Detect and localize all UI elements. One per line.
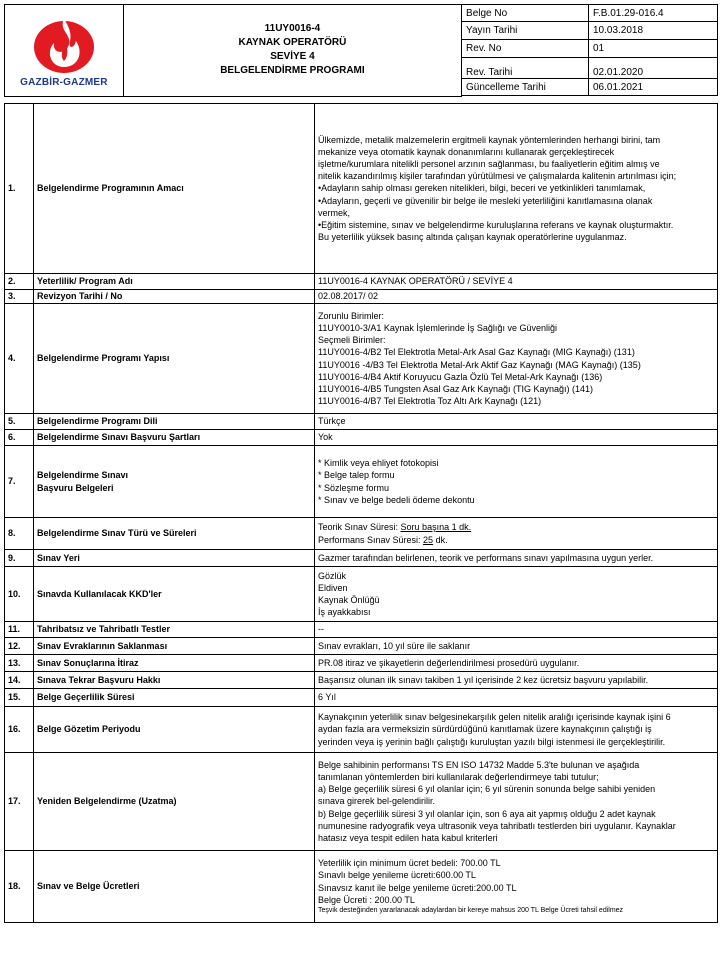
value-line: •Adayların, geçerli ve güvenilir bir belge ile mesleki yeterliliğini kanıtlamasına olanak (318, 195, 653, 206)
row-value (315, 638, 718, 655)
row-number: 12. (5, 638, 34, 655)
value-line: Sınavsız kanıt ile belge yenileme ücreti:200.00 TL (318, 882, 517, 893)
row-label: Sınav Sonuçlarına İtiraz (34, 655, 315, 672)
program-table (4, 103, 718, 923)
meta-value-yayin-tarihi: 10.03.2018 (588, 22, 717, 40)
table-row (5, 414, 718, 430)
value-line: işletme/kurumlara nitelikli personel arzının sağlanması, bu faaliyetlerin eğitim almış ve (318, 158, 660, 169)
row-number: 15. (5, 689, 34, 707)
value-line: Yeterlilik için minimum ücret bedeli: 700.00 TL (318, 858, 501, 869)
row-label (34, 446, 315, 518)
value-line: 11UY0016-4/B2 Tel Elektrotla Metal-Ark Asal Gaz Kaynağı (MIG Kaynağı) (131) (318, 347, 635, 358)
value-line: 6 Yıl (318, 692, 336, 703)
row-label: Belge Geçerlilik Süresi (34, 689, 315, 707)
value-line: Sınavlı belge yenileme ücreti:600.00 TL (318, 870, 476, 881)
label-line: Başvuru Belgeleri (37, 482, 114, 493)
row-label: Yeniden Belgelendirme (Uzatma) (34, 753, 315, 851)
row-label: Belgelendirme Sınav Türü ve Süreleri (34, 518, 315, 550)
value-line: Sınav evrakları, 10 yıl süre ile saklanır (318, 640, 471, 651)
meta-value-rev-tarihi: 02.01.2020 (588, 58, 717, 79)
value-line: vermek, (318, 207, 351, 218)
row-value (315, 707, 718, 753)
value-line: Gözlük (318, 570, 347, 581)
meta-label-rev-no: Rev. No (462, 40, 589, 58)
flame-logo-icon (28, 13, 100, 75)
value-line: Ülkemizde, metalik malzemelerin ergitmeli kaynak yöntemlerinden herhangi birini, tam (318, 134, 661, 145)
value-line: Kaynak Önlüğü (318, 595, 380, 605)
table-row (5, 707, 718, 753)
title-level: SEVİYE 4 (270, 51, 315, 63)
row-label: Sınav Yeri (34, 550, 315, 567)
value-line: Belge sahibinin performansı TS EN ISO 14732 Madde 5.3'te bulunan ve aşağıda (318, 759, 640, 770)
row-value (315, 689, 718, 707)
row-value (315, 851, 718, 923)
row-value (315, 622, 718, 638)
row-number: 9. (5, 550, 34, 567)
value-line: sınava girerek bel-gelendirilir. (318, 796, 436, 807)
value-line: nitelik kazandırılmış kişiler tarafından yürütülmesi ve çalışmalarda kalitenin artırılması için; (318, 171, 677, 182)
row-label: Belgelendirme Programı Yapısı (34, 304, 315, 414)
gazbir-logo (5, 13, 123, 88)
row-label: Sınav Evraklarının Saklanması (34, 638, 315, 655)
value-line: Bu yeterlilik yüksek basınç altında çalışan kaynak operatörlerine uygulanmaz. (318, 232, 627, 243)
row-number: 5. (5, 414, 34, 430)
row-value (315, 446, 718, 518)
table-row (5, 274, 718, 290)
meta-label-yayin-tarihi: Yayın Tarihi (462, 22, 589, 40)
row-label: Revizyon Tarihi / No (34, 290, 315, 304)
performance-exam-label: Performans Sınav Süresi: (318, 534, 424, 545)
value-line: Gazmer tarafından belirlenen, teorik ve performans sınavı yapılmasına uygun yerler. (318, 552, 654, 563)
row-value (315, 753, 718, 851)
table-row (5, 672, 718, 689)
meta-label-belge-no: Belge No (462, 5, 589, 22)
table-row (5, 518, 718, 550)
value-line: Yok (318, 432, 333, 443)
value-line: •Eğitim sistemine, sınav ve belgelendirme kuruluşlarına referans ve kaynak oluşturmaktır. (318, 220, 674, 230)
row-value (315, 672, 718, 689)
value-line: * Sözleşme formu (318, 482, 390, 493)
row-value (315, 290, 718, 304)
table-row (5, 430, 718, 446)
row-value (315, 304, 718, 414)
value-line: 11UY0016 -4/B3 Tel Elektrotla Metal-Ark Aktif Gaz Kaynağı (MAG Kaynağı) (135) (318, 359, 641, 370)
value-line: İş ayakkabısı (318, 607, 371, 618)
table-row (5, 550, 718, 567)
table-row (5, 689, 718, 707)
row-value (315, 274, 718, 290)
meta-label-guncelleme-tarihi: Güncelleme Tarihi (462, 79, 589, 96)
value-line: 02.08.2017/ 02 (318, 291, 379, 302)
row-label: Belge Gözetim Periyodu (34, 707, 315, 753)
row-value (315, 567, 718, 622)
value-line: Başarısız olunan ilk sınavı takiben 1 yıl içerisinde 2 kez ücretsiz başvuru yapılabilir. (318, 674, 649, 685)
value-line: * Belge talep formu (318, 470, 395, 481)
row-number: 14. (5, 672, 34, 689)
performance-exam-value: 25 (423, 534, 434, 545)
value-line: Türkçe (318, 416, 346, 427)
table-row (5, 446, 718, 518)
row-label: Sınava Tekrar Başvuru Hakkı (34, 672, 315, 689)
table-row (5, 304, 718, 414)
title-code: 11UY0016-4 (264, 23, 321, 35)
row-label: Tahribatsız ve Tahribatlı Testler (34, 622, 315, 638)
table-row (5, 753, 718, 851)
row-number: 13. (5, 655, 34, 672)
value-line: Belge Ücreti : 200.00 TL (318, 894, 415, 905)
performance-exam-line (318, 534, 714, 546)
document-header (4, 4, 718, 97)
logo-text: GAZBİR-GAZMER (20, 76, 108, 88)
theory-exam-line (318, 521, 714, 533)
row-number: 16. (5, 707, 34, 753)
value-line: 11UY0016-4 KAYNAK OPERATÖRÜ / SEVİYE 4 (318, 276, 513, 287)
value-line: -- (318, 624, 324, 635)
row-value (315, 430, 718, 446)
table-row (5, 655, 718, 672)
table-row (5, 290, 718, 304)
value-line: 11UY0016-4/B4 Aktif Koruyucu Gazla Özlü Tel Metal-Ark Kaynağı (136) (318, 371, 603, 382)
title-occupation: KAYNAK OPERATÖRÜ (238, 37, 347, 49)
value-line: a) Belge geçerlilik süresi 6 yıl olanlar için; 6 yıl sürenin sonunda belge sahibi yeniden (318, 784, 656, 795)
row-value (315, 104, 718, 274)
table-row (5, 622, 718, 638)
row-value (315, 414, 718, 430)
fee-note: Teşvik desteğinden yararlanacak adaylardan bir kereye mahsus 200 TL Belge Ücreti tahsil edilmez (318, 906, 624, 914)
label-line: Belgelendirme Sınavı (37, 470, 129, 481)
row-number: 7. (5, 446, 34, 518)
row-number: 3. (5, 290, 34, 304)
value-line: yerinden veya iş yerinin bağlı çalıştığı kuruluştan yazılı bilgi istenmesi ile gerçekleştirilir. (318, 736, 666, 747)
row-number: 2. (5, 274, 34, 290)
row-label: Belgelendirme Sınavı Başvuru Şartları (34, 430, 315, 446)
row-value (315, 518, 718, 550)
value-line: Zorunlu Birimler: (318, 310, 385, 321)
title-program: BELGELENDİRME PROGRAMI (220, 65, 365, 77)
row-label: Yeterlilik/ Program Adı (34, 274, 315, 290)
performance-exam-unit: dk. (433, 534, 448, 545)
table-row (5, 104, 718, 274)
meta-value-rev-no: 01 (588, 40, 717, 58)
value-line: Seçmeli Birimler: (318, 335, 386, 346)
row-number: 11. (5, 622, 34, 638)
meta-value-belge-no: F.B.01.29-016.4 (588, 5, 717, 22)
row-label: Sınavda Kullanılacak KKD'ler (34, 567, 315, 622)
table-row (5, 567, 718, 622)
value-line: hatasız veya tespit edilen hata kabul kriterleri (318, 833, 498, 843)
logo-cell (5, 5, 124, 97)
row-number: 6. (5, 430, 34, 446)
value-line: Kaynakçının yeterlilik sınav belgesinekarşılık gelen nitelik aralığı içerisinde kaynak işini 6 (318, 712, 671, 723)
row-number: 18. (5, 851, 34, 923)
value-line: b) Belge geçerlilik süresi 3 yıl olanlar için, son 6 aya ait yapmış olduğu 2 adet kaynak (318, 808, 656, 819)
value-line: numunesine radyografik veya ultrasonik veya tahribatlı testlerden biri uygulanır. Kaynaklar (318, 820, 676, 831)
document-title (123, 5, 461, 97)
value-line: 11UY0016-4/B7 Tel Elektrotla Toz Altı Ark Kaynağı (121) (318, 396, 542, 407)
row-value (315, 655, 718, 672)
row-value (315, 550, 718, 567)
value-line: tanımlanan yöntemlerden biri kullanılarak değerlendirmeye tabi tutulur; (318, 771, 599, 782)
meta-label-rev-tarihi: Rev. Tarihi (462, 58, 589, 79)
table-row (5, 851, 718, 923)
value-line: 11UY0010-3/A1 Kaynak İşlemlerinde İş Sağlığı ve Güvenliği (318, 322, 557, 333)
value-line: 11UY0016-4/B5 Tungsten Asal Gaz Ark Kaynağı (TIG Kaynağı) (141) (318, 383, 593, 394)
row-label: Belgelendirme Programı Dili (34, 414, 315, 430)
value-line: Eldiven (318, 582, 348, 593)
value-line: * Kimlik veya ehliyet fotokopisi (318, 458, 439, 469)
value-line: mekanize veya otomatik kaynak donanımlarını kullanarak gerçekleştirecek (318, 146, 615, 157)
theory-exam-value: Soru başına 1 dk. (400, 522, 472, 533)
meta-value-guncelleme-tarihi: 06.01.2021 (588, 79, 717, 96)
row-number: 8. (5, 518, 34, 550)
theory-exam-label: Teorik Sınav Süresi: (318, 522, 401, 533)
row-number: 10. (5, 567, 34, 622)
value-line: PR.08 itiraz ve şikayetlerin değerlendirilmesi prosedürü uygulanır. (318, 657, 580, 668)
table-row (5, 638, 718, 655)
row-number: 1. (5, 104, 34, 274)
row-number: 17. (5, 753, 34, 851)
row-label: Sınav ve Belge Ücretleri (34, 851, 315, 923)
value-line: * Sınav ve belge bedeli ödeme dekontu (318, 494, 475, 505)
value-line: aydan fazla ara vermeksizin sürdürdüğünü kanıtlamak üzere kaynakçının çalıştığı iş (318, 724, 652, 735)
row-number: 4. (5, 304, 34, 414)
value-line: •Adayların sahip olması gereken nitelikleri, bilgi, beceri ve yetkinlikleri tanımlamak, (318, 183, 646, 194)
row-label: Belgelendirme Programının Amacı (34, 104, 315, 274)
